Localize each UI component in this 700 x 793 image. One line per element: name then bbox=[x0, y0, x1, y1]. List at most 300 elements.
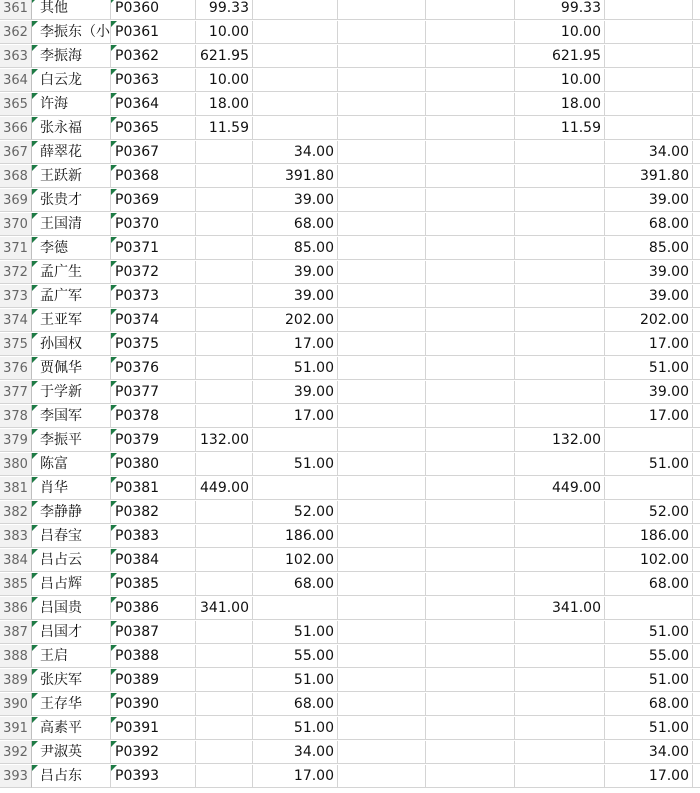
row-number[interactable] bbox=[0, 357, 32, 380]
cell-code[interactable] bbox=[111, 645, 196, 668]
cell-amount-a[interactable] bbox=[196, 357, 253, 380]
cell-name[interactable] bbox=[32, 69, 111, 92]
row-number[interactable] bbox=[0, 525, 32, 548]
cell-empty-d[interactable] bbox=[426, 477, 515, 500]
cell-empty-d[interactable] bbox=[426, 237, 515, 260]
cell-name[interactable] bbox=[32, 765, 111, 788]
cell-name[interactable] bbox=[32, 621, 111, 644]
cell-empty-d[interactable] bbox=[426, 117, 515, 140]
cell-empty-g[interactable] bbox=[693, 309, 700, 332]
cell-amount-e[interactable] bbox=[515, 261, 605, 284]
row-number[interactable] bbox=[0, 333, 32, 356]
cell-empty-d[interactable] bbox=[426, 165, 515, 188]
cell-name[interactable] bbox=[32, 309, 111, 332]
cell-amount-b[interactable] bbox=[253, 765, 338, 788]
cell-empty-d[interactable] bbox=[426, 597, 515, 620]
cell-empty-d[interactable] bbox=[426, 261, 515, 284]
cell-empty-g[interactable] bbox=[693, 501, 700, 524]
cell-empty-d[interactable] bbox=[426, 93, 515, 116]
cell-empty-g[interactable] bbox=[693, 429, 700, 452]
cell-code[interactable] bbox=[111, 501, 196, 524]
cell-code[interactable] bbox=[111, 453, 196, 476]
cell-code[interactable] bbox=[111, 621, 196, 644]
cell-amount-a[interactable] bbox=[196, 309, 253, 332]
cell-amount-f[interactable] bbox=[605, 693, 693, 716]
row-number[interactable] bbox=[0, 477, 32, 500]
cell-empty-g[interactable] bbox=[693, 93, 700, 116]
row-number[interactable] bbox=[0, 429, 32, 452]
row-number[interactable] bbox=[0, 501, 32, 524]
cell-name[interactable] bbox=[32, 549, 111, 572]
cell-amount-b[interactable] bbox=[253, 549, 338, 572]
cell-code[interactable] bbox=[111, 477, 196, 500]
cell-amount-a[interactable] bbox=[196, 573, 253, 596]
cell-empty-d[interactable] bbox=[426, 285, 515, 308]
cell-amount-a[interactable] bbox=[196, 117, 253, 140]
cell-amount-b[interactable] bbox=[253, 573, 338, 596]
cell-amount-b[interactable] bbox=[253, 45, 338, 68]
cell-amount-a[interactable] bbox=[196, 381, 253, 404]
cell-amount-e[interactable] bbox=[515, 93, 605, 116]
cell-name[interactable] bbox=[32, 597, 111, 620]
cell-empty-d[interactable] bbox=[426, 357, 515, 380]
cell-amount-b[interactable] bbox=[253, 285, 338, 308]
cell-amount-b[interactable] bbox=[253, 261, 338, 284]
cell-empty-d[interactable] bbox=[426, 501, 515, 524]
cell-amount-f[interactable] bbox=[605, 645, 693, 668]
cell-empty-c[interactable] bbox=[338, 621, 426, 644]
cell-empty-c[interactable] bbox=[338, 213, 426, 236]
cell-name[interactable] bbox=[32, 237, 111, 260]
row-number[interactable] bbox=[0, 117, 32, 140]
cell-empty-g[interactable] bbox=[693, 477, 700, 500]
cell-amount-f[interactable] bbox=[605, 741, 693, 764]
cell-amount-b[interactable] bbox=[253, 453, 338, 476]
cell-code[interactable] bbox=[111, 381, 196, 404]
cell-empty-d[interactable] bbox=[426, 21, 515, 44]
row-number[interactable] bbox=[0, 69, 32, 92]
cell-name[interactable] bbox=[32, 669, 111, 692]
cell-amount-b[interactable] bbox=[253, 0, 338, 20]
cell-amount-f[interactable] bbox=[605, 93, 693, 116]
cell-amount-a[interactable] bbox=[196, 741, 253, 764]
cell-amount-b[interactable] bbox=[253, 477, 338, 500]
cell-empty-d[interactable] bbox=[426, 765, 515, 788]
cell-amount-f[interactable] bbox=[605, 357, 693, 380]
cell-amount-b[interactable] bbox=[253, 501, 338, 524]
row-number[interactable] bbox=[0, 165, 32, 188]
cell-empty-c[interactable] bbox=[338, 525, 426, 548]
cell-empty-c[interactable] bbox=[338, 45, 426, 68]
cell-empty-c[interactable] bbox=[338, 357, 426, 380]
cell-amount-f[interactable] bbox=[605, 525, 693, 548]
cell-empty-c[interactable] bbox=[338, 549, 426, 572]
cell-amount-f[interactable] bbox=[605, 69, 693, 92]
cell-empty-g[interactable] bbox=[693, 237, 700, 260]
cell-empty-c[interactable] bbox=[338, 285, 426, 308]
cell-amount-b[interactable] bbox=[253, 597, 338, 620]
cell-amount-f[interactable] bbox=[605, 0, 693, 20]
cell-code[interactable] bbox=[111, 357, 196, 380]
cell-amount-a[interactable] bbox=[196, 549, 253, 572]
row-number[interactable] bbox=[0, 405, 32, 428]
cell-amount-f[interactable] bbox=[605, 189, 693, 212]
cell-amount-b[interactable] bbox=[253, 669, 338, 692]
cell-empty-c[interactable] bbox=[338, 165, 426, 188]
cell-empty-g[interactable] bbox=[693, 669, 700, 692]
cell-name[interactable] bbox=[32, 333, 111, 356]
cell-empty-g[interactable] bbox=[693, 549, 700, 572]
cell-amount-a[interactable] bbox=[196, 429, 253, 452]
cell-empty-g[interactable] bbox=[693, 381, 700, 404]
cell-empty-g[interactable] bbox=[693, 357, 700, 380]
cell-empty-c[interactable] bbox=[338, 597, 426, 620]
cell-amount-f[interactable] bbox=[605, 165, 693, 188]
cell-empty-g[interactable] bbox=[693, 189, 700, 212]
cell-empty-c[interactable] bbox=[338, 189, 426, 212]
cell-empty-d[interactable] bbox=[426, 45, 515, 68]
cell-amount-f[interactable] bbox=[605, 333, 693, 356]
cell-code[interactable] bbox=[111, 309, 196, 332]
cell-amount-a[interactable] bbox=[196, 765, 253, 788]
row-number[interactable] bbox=[0, 621, 32, 644]
cell-empty-d[interactable] bbox=[426, 405, 515, 428]
cell-amount-f[interactable] bbox=[605, 717, 693, 740]
cell-empty-c[interactable] bbox=[338, 117, 426, 140]
cell-code[interactable] bbox=[111, 765, 196, 788]
cell-empty-d[interactable] bbox=[426, 333, 515, 356]
cell-amount-a[interactable] bbox=[196, 45, 253, 68]
cell-empty-c[interactable] bbox=[338, 741, 426, 764]
cell-empty-g[interactable] bbox=[693, 597, 700, 620]
cell-code[interactable] bbox=[111, 549, 196, 572]
cell-amount-a[interactable] bbox=[196, 453, 253, 476]
cell-amount-a[interactable] bbox=[196, 165, 253, 188]
cell-amount-b[interactable] bbox=[253, 237, 338, 260]
cell-empty-d[interactable] bbox=[426, 621, 515, 644]
cell-amount-a[interactable] bbox=[196, 333, 253, 356]
cell-amount-b[interactable] bbox=[253, 69, 338, 92]
cell-amount-a[interactable] bbox=[196, 597, 253, 620]
cell-amount-a[interactable] bbox=[196, 261, 253, 284]
cell-amount-b[interactable] bbox=[253, 117, 338, 140]
cell-amount-f[interactable] bbox=[605, 621, 693, 644]
cell-amount-b[interactable] bbox=[253, 525, 338, 548]
cell-amount-a[interactable] bbox=[196, 717, 253, 740]
cell-code[interactable] bbox=[111, 573, 196, 596]
cell-empty-g[interactable] bbox=[693, 741, 700, 764]
cell-empty-d[interactable] bbox=[426, 525, 515, 548]
cell-amount-e[interactable] bbox=[515, 141, 605, 164]
cell-amount-f[interactable] bbox=[605, 45, 693, 68]
cell-amount-f[interactable] bbox=[605, 117, 693, 140]
row-number[interactable] bbox=[0, 453, 32, 476]
cell-empty-d[interactable] bbox=[426, 669, 515, 692]
cell-code[interactable] bbox=[111, 237, 196, 260]
cell-amount-e[interactable] bbox=[515, 621, 605, 644]
cell-name[interactable] bbox=[32, 165, 111, 188]
cell-amount-b[interactable] bbox=[253, 165, 338, 188]
cell-code[interactable] bbox=[111, 141, 196, 164]
cell-amount-a[interactable] bbox=[196, 669, 253, 692]
cell-amount-f[interactable] bbox=[605, 549, 693, 572]
cell-empty-c[interactable] bbox=[338, 237, 426, 260]
cell-empty-d[interactable] bbox=[426, 453, 515, 476]
cell-amount-a[interactable] bbox=[196, 621, 253, 644]
cell-amount-f[interactable] bbox=[605, 765, 693, 788]
cell-name[interactable] bbox=[32, 357, 111, 380]
cell-empty-d[interactable] bbox=[426, 693, 515, 716]
cell-amount-b[interactable] bbox=[253, 213, 338, 236]
cell-name[interactable] bbox=[32, 45, 111, 68]
row-number[interactable] bbox=[0, 213, 32, 236]
cell-name[interactable] bbox=[32, 717, 111, 740]
row-number[interactable] bbox=[0, 597, 32, 620]
cell-amount-a[interactable] bbox=[196, 189, 253, 212]
cell-empty-c[interactable] bbox=[338, 261, 426, 284]
cell-name[interactable] bbox=[32, 405, 111, 428]
row-number[interactable] bbox=[0, 189, 32, 212]
cell-amount-f[interactable] bbox=[605, 453, 693, 476]
cell-empty-d[interactable] bbox=[426, 717, 515, 740]
cell-empty-c[interactable] bbox=[338, 693, 426, 716]
cell-empty-c[interactable] bbox=[338, 69, 426, 92]
cell-empty-c[interactable] bbox=[338, 309, 426, 332]
cell-code[interactable] bbox=[111, 333, 196, 356]
cell-amount-a[interactable] bbox=[196, 69, 253, 92]
cell-amount-b[interactable] bbox=[253, 693, 338, 716]
cell-amount-e[interactable] bbox=[515, 501, 605, 524]
cell-amount-e[interactable] bbox=[515, 525, 605, 548]
row-number[interactable] bbox=[0, 45, 32, 68]
cell-amount-a[interactable] bbox=[196, 525, 253, 548]
cell-amount-e[interactable] bbox=[515, 669, 605, 692]
cell-name[interactable] bbox=[32, 477, 111, 500]
cell-name[interactable] bbox=[32, 285, 111, 308]
cell-empty-g[interactable] bbox=[693, 165, 700, 188]
row-number[interactable] bbox=[0, 309, 32, 332]
cell-empty-c[interactable] bbox=[338, 333, 426, 356]
cell-amount-a[interactable] bbox=[196, 645, 253, 668]
cell-amount-b[interactable] bbox=[253, 93, 338, 116]
cell-amount-e[interactable] bbox=[515, 477, 605, 500]
cell-code[interactable] bbox=[111, 693, 196, 716]
cell-name[interactable] bbox=[32, 141, 111, 164]
cell-amount-b[interactable] bbox=[253, 357, 338, 380]
cell-empty-d[interactable] bbox=[426, 381, 515, 404]
cell-empty-c[interactable] bbox=[338, 573, 426, 596]
cell-empty-g[interactable] bbox=[693, 645, 700, 668]
cell-empty-d[interactable] bbox=[426, 69, 515, 92]
cell-empty-c[interactable] bbox=[338, 0, 426, 20]
cell-empty-c[interactable] bbox=[338, 405, 426, 428]
cell-amount-e[interactable] bbox=[515, 693, 605, 716]
row-number[interactable] bbox=[0, 717, 32, 740]
cell-name[interactable] bbox=[32, 189, 111, 212]
cell-empty-d[interactable] bbox=[426, 309, 515, 332]
cell-amount-b[interactable] bbox=[253, 405, 338, 428]
cell-code[interactable] bbox=[111, 741, 196, 764]
row-number[interactable] bbox=[0, 669, 32, 692]
cell-amount-e[interactable] bbox=[515, 285, 605, 308]
cell-empty-c[interactable] bbox=[338, 429, 426, 452]
cell-amount-b[interactable] bbox=[253, 333, 338, 356]
cell-code[interactable] bbox=[111, 525, 196, 548]
cell-amount-f[interactable] bbox=[605, 381, 693, 404]
cell-code[interactable] bbox=[111, 597, 196, 620]
cell-amount-e[interactable] bbox=[515, 69, 605, 92]
cell-amount-e[interactable] bbox=[515, 189, 605, 212]
cell-amount-e[interactable] bbox=[515, 717, 605, 740]
cell-empty-c[interactable] bbox=[338, 669, 426, 692]
cell-amount-e[interactable] bbox=[515, 573, 605, 596]
cell-empty-g[interactable] bbox=[693, 621, 700, 644]
cell-empty-g[interactable] bbox=[693, 213, 700, 236]
cell-empty-c[interactable] bbox=[338, 381, 426, 404]
cell-amount-a[interactable] bbox=[196, 0, 253, 20]
cell-amount-e[interactable] bbox=[515, 429, 605, 452]
cell-amount-e[interactable] bbox=[515, 237, 605, 260]
cell-amount-b[interactable] bbox=[253, 429, 338, 452]
cell-empty-d[interactable] bbox=[426, 645, 515, 668]
cell-empty-c[interactable] bbox=[338, 21, 426, 44]
cell-name[interactable] bbox=[32, 693, 111, 716]
cell-empty-g[interactable] bbox=[693, 693, 700, 716]
cell-amount-a[interactable] bbox=[196, 285, 253, 308]
cell-amount-a[interactable] bbox=[196, 213, 253, 236]
row-number[interactable] bbox=[0, 237, 32, 260]
cell-code[interactable] bbox=[111, 45, 196, 68]
cell-name[interactable] bbox=[32, 573, 111, 596]
row-number[interactable] bbox=[0, 693, 32, 716]
cell-code[interactable] bbox=[111, 405, 196, 428]
cell-empty-g[interactable] bbox=[693, 69, 700, 92]
cell-empty-g[interactable] bbox=[693, 525, 700, 548]
cell-code[interactable] bbox=[111, 165, 196, 188]
cell-empty-c[interactable] bbox=[338, 765, 426, 788]
cell-name[interactable] bbox=[32, 21, 111, 44]
row-number[interactable] bbox=[0, 741, 32, 764]
cell-amount-f[interactable] bbox=[605, 429, 693, 452]
cell-name[interactable] bbox=[32, 453, 111, 476]
cell-empty-g[interactable] bbox=[693, 117, 700, 140]
cell-name[interactable] bbox=[32, 0, 111, 20]
cell-amount-b[interactable] bbox=[253, 621, 338, 644]
cell-amount-f[interactable] bbox=[605, 597, 693, 620]
cell-code[interactable] bbox=[111, 21, 196, 44]
cell-amount-e[interactable] bbox=[515, 765, 605, 788]
cell-name[interactable] bbox=[32, 117, 111, 140]
cell-amount-e[interactable] bbox=[515, 357, 605, 380]
cell-amount-e[interactable] bbox=[515, 453, 605, 476]
cell-empty-c[interactable] bbox=[338, 501, 426, 524]
cell-code[interactable] bbox=[111, 261, 196, 284]
row-number[interactable] bbox=[0, 285, 32, 308]
row-number[interactable] bbox=[0, 645, 32, 668]
row-number[interactable] bbox=[0, 0, 32, 20]
row-number[interactable] bbox=[0, 21, 32, 44]
cell-amount-f[interactable] bbox=[605, 21, 693, 44]
cell-empty-c[interactable] bbox=[338, 453, 426, 476]
cell-amount-a[interactable] bbox=[196, 21, 253, 44]
row-number[interactable] bbox=[0, 549, 32, 572]
cell-name[interactable] bbox=[32, 525, 111, 548]
cell-amount-a[interactable] bbox=[196, 501, 253, 524]
cell-amount-e[interactable] bbox=[515, 45, 605, 68]
cell-empty-d[interactable] bbox=[426, 429, 515, 452]
cell-code[interactable] bbox=[111, 669, 196, 692]
cell-empty-c[interactable] bbox=[338, 645, 426, 668]
cell-empty-d[interactable] bbox=[426, 189, 515, 212]
cell-code[interactable] bbox=[111, 93, 196, 116]
row-number[interactable] bbox=[0, 573, 32, 596]
cell-amount-f[interactable] bbox=[605, 141, 693, 164]
cell-code[interactable] bbox=[111, 189, 196, 212]
cell-amount-a[interactable] bbox=[196, 237, 253, 260]
cell-empty-g[interactable] bbox=[693, 21, 700, 44]
cell-amount-f[interactable] bbox=[605, 573, 693, 596]
cell-empty-g[interactable] bbox=[693, 0, 700, 20]
cell-code[interactable] bbox=[111, 429, 196, 452]
cell-code[interactable] bbox=[111, 69, 196, 92]
cell-empty-g[interactable] bbox=[693, 285, 700, 308]
cell-empty-d[interactable] bbox=[426, 0, 515, 20]
cell-name[interactable] bbox=[32, 261, 111, 284]
cell-empty-g[interactable] bbox=[693, 405, 700, 428]
cell-name[interactable] bbox=[32, 501, 111, 524]
cell-amount-e[interactable] bbox=[515, 117, 605, 140]
cell-code[interactable] bbox=[111, 717, 196, 740]
cell-amount-e[interactable] bbox=[515, 381, 605, 404]
cell-amount-f[interactable] bbox=[605, 237, 693, 260]
cell-amount-e[interactable] bbox=[515, 213, 605, 236]
cell-empty-c[interactable] bbox=[338, 141, 426, 164]
cell-amount-f[interactable] bbox=[605, 501, 693, 524]
cell-amount-f[interactable] bbox=[605, 285, 693, 308]
cell-code[interactable] bbox=[111, 285, 196, 308]
cell-code[interactable] bbox=[111, 0, 196, 20]
cell-amount-b[interactable] bbox=[253, 717, 338, 740]
cell-amount-e[interactable] bbox=[515, 309, 605, 332]
cell-amount-e[interactable] bbox=[515, 333, 605, 356]
cell-amount-e[interactable] bbox=[515, 0, 605, 20]
cell-amount-b[interactable] bbox=[253, 21, 338, 44]
cell-amount-f[interactable] bbox=[605, 669, 693, 692]
row-number[interactable] bbox=[0, 141, 32, 164]
row-number[interactable] bbox=[0, 93, 32, 116]
cell-empty-g[interactable] bbox=[693, 573, 700, 596]
cell-code[interactable] bbox=[111, 117, 196, 140]
cell-empty-g[interactable] bbox=[693, 453, 700, 476]
cell-empty-g[interactable] bbox=[693, 141, 700, 164]
cell-name[interactable] bbox=[32, 213, 111, 236]
cell-empty-g[interactable] bbox=[693, 45, 700, 68]
cell-name[interactable] bbox=[32, 381, 111, 404]
row-number[interactable] bbox=[0, 261, 32, 284]
cell-code[interactable] bbox=[111, 213, 196, 236]
cell-amount-e[interactable] bbox=[515, 165, 605, 188]
cell-amount-a[interactable] bbox=[196, 93, 253, 116]
cell-amount-e[interactable] bbox=[515, 405, 605, 428]
cell-amount-f[interactable] bbox=[605, 405, 693, 428]
cell-amount-a[interactable] bbox=[196, 405, 253, 428]
cell-empty-c[interactable] bbox=[338, 93, 426, 116]
cell-amount-e[interactable] bbox=[515, 597, 605, 620]
cell-empty-d[interactable] bbox=[426, 573, 515, 596]
cell-amount-f[interactable] bbox=[605, 309, 693, 332]
cell-amount-a[interactable] bbox=[196, 693, 253, 716]
cell-amount-b[interactable] bbox=[253, 189, 338, 212]
